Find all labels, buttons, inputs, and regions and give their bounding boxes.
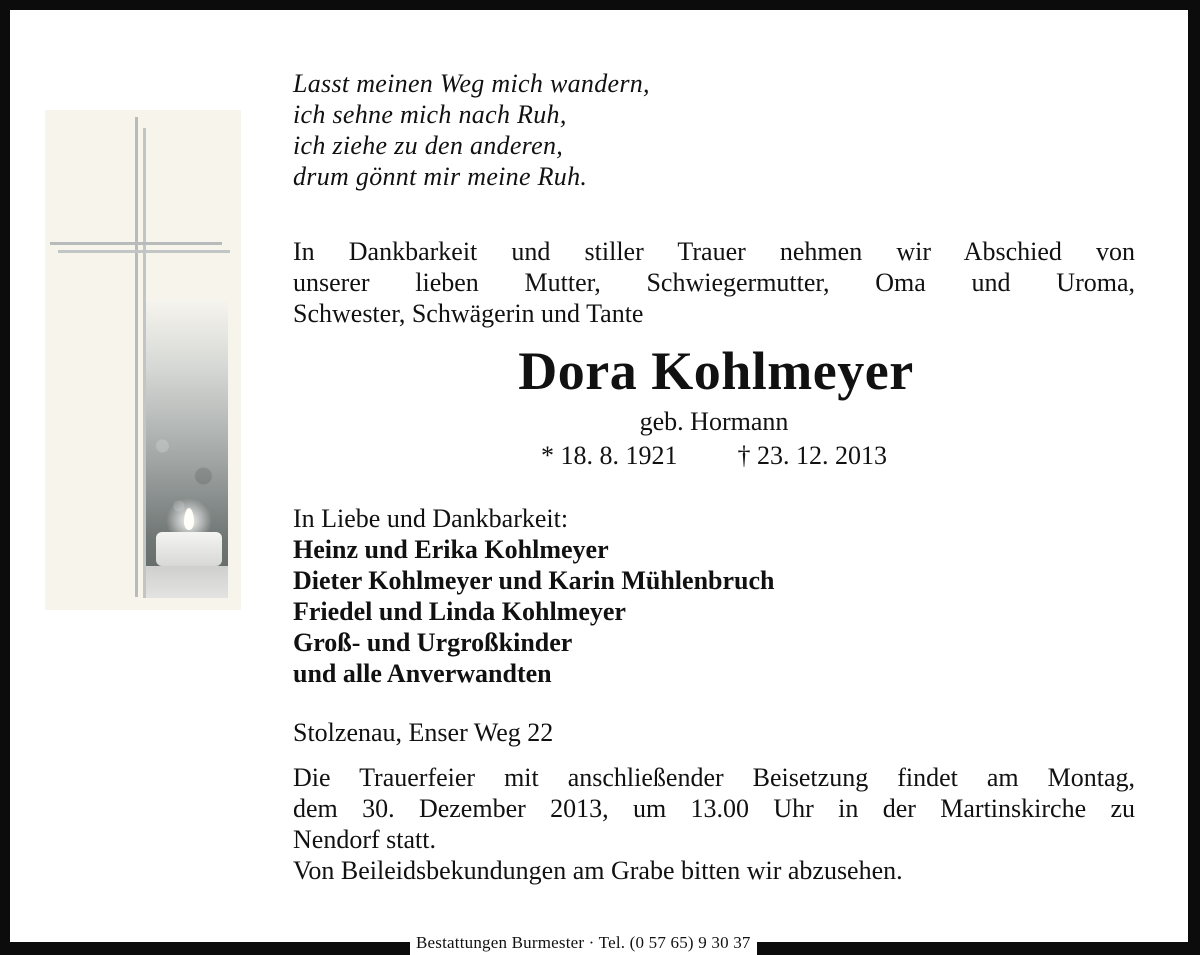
death-date: † 23. 12. 2013 — [737, 441, 887, 470]
poem-line: drum gönnt mir meine Ruh. — [293, 162, 588, 191]
mourners-heading: In Liebe und Dankbarkeit: — [293, 504, 569, 533]
service-info — [293, 762, 1135, 886]
life-dates — [293, 441, 1135, 471]
mourner-line: Groß- und Urgroßkinder — [293, 628, 573, 657]
mourner-line: Friedel und Linda Kohlmeyer — [293, 597, 626, 626]
poem-line: ich sehne mich nach Ruh, — [293, 100, 567, 129]
service-line: dem 30. Dezember 2013, um 13.00 Uhr in der Martinskirche zu — [293, 794, 1135, 823]
service-line: Von Beileidsbekundungen am Grabe bitten wir abzusehen. — [293, 856, 903, 885]
birth-date: * 18. 8. 1921 — [541, 441, 678, 470]
cross-horizontal-line — [58, 250, 230, 253]
cross-vertical-line — [143, 128, 146, 598]
intro-line: Schwester, Schwägerin und Tante — [293, 299, 644, 328]
poem-line: Lasst meinen Weg mich wandern, — [293, 69, 650, 98]
service-line: Nendorf statt. — [293, 825, 436, 854]
address: Stolzenau, Enser Weg 22 — [293, 718, 554, 747]
intro-line: unserer lieben Mutter, Schwiegermutter, Oma und Uroma, — [293, 268, 1135, 297]
birth-name: geb. Hormann — [639, 407, 789, 436]
intro-text — [293, 236, 1135, 329]
cross-horizontal-line — [50, 242, 222, 245]
deceased-name: Dora Kohlmeyer — [518, 341, 914, 401]
mourner-line: Dieter Kohlmeyer und Karin Mühlenbruch — [293, 566, 775, 595]
poem-line: ich ziehe zu den anderen, — [293, 131, 564, 160]
mourner-line: und alle Anverwandten — [293, 659, 552, 688]
cross-vertical-line — [135, 117, 138, 597]
candle-scene — [146, 300, 228, 598]
service-line: Die Trauerfeier mit anschließender Beisetzung findet am Montag, — [293, 763, 1135, 792]
mourner-line: Heinz und Erika Kohlmeyer — [293, 535, 609, 564]
poem — [293, 68, 1135, 192]
candle-base — [146, 566, 228, 598]
mourners — [293, 503, 1135, 689]
candle — [156, 532, 222, 566]
funeral-home-footer: Bestattungen Burmester · Tel. (0 57 65) 9 30 37 — [410, 932, 757, 955]
intro-line: In Dankbarkeit und stiller Trauer nehmen wir Abschied von — [293, 237, 1135, 266]
candle-flame — [184, 508, 194, 530]
